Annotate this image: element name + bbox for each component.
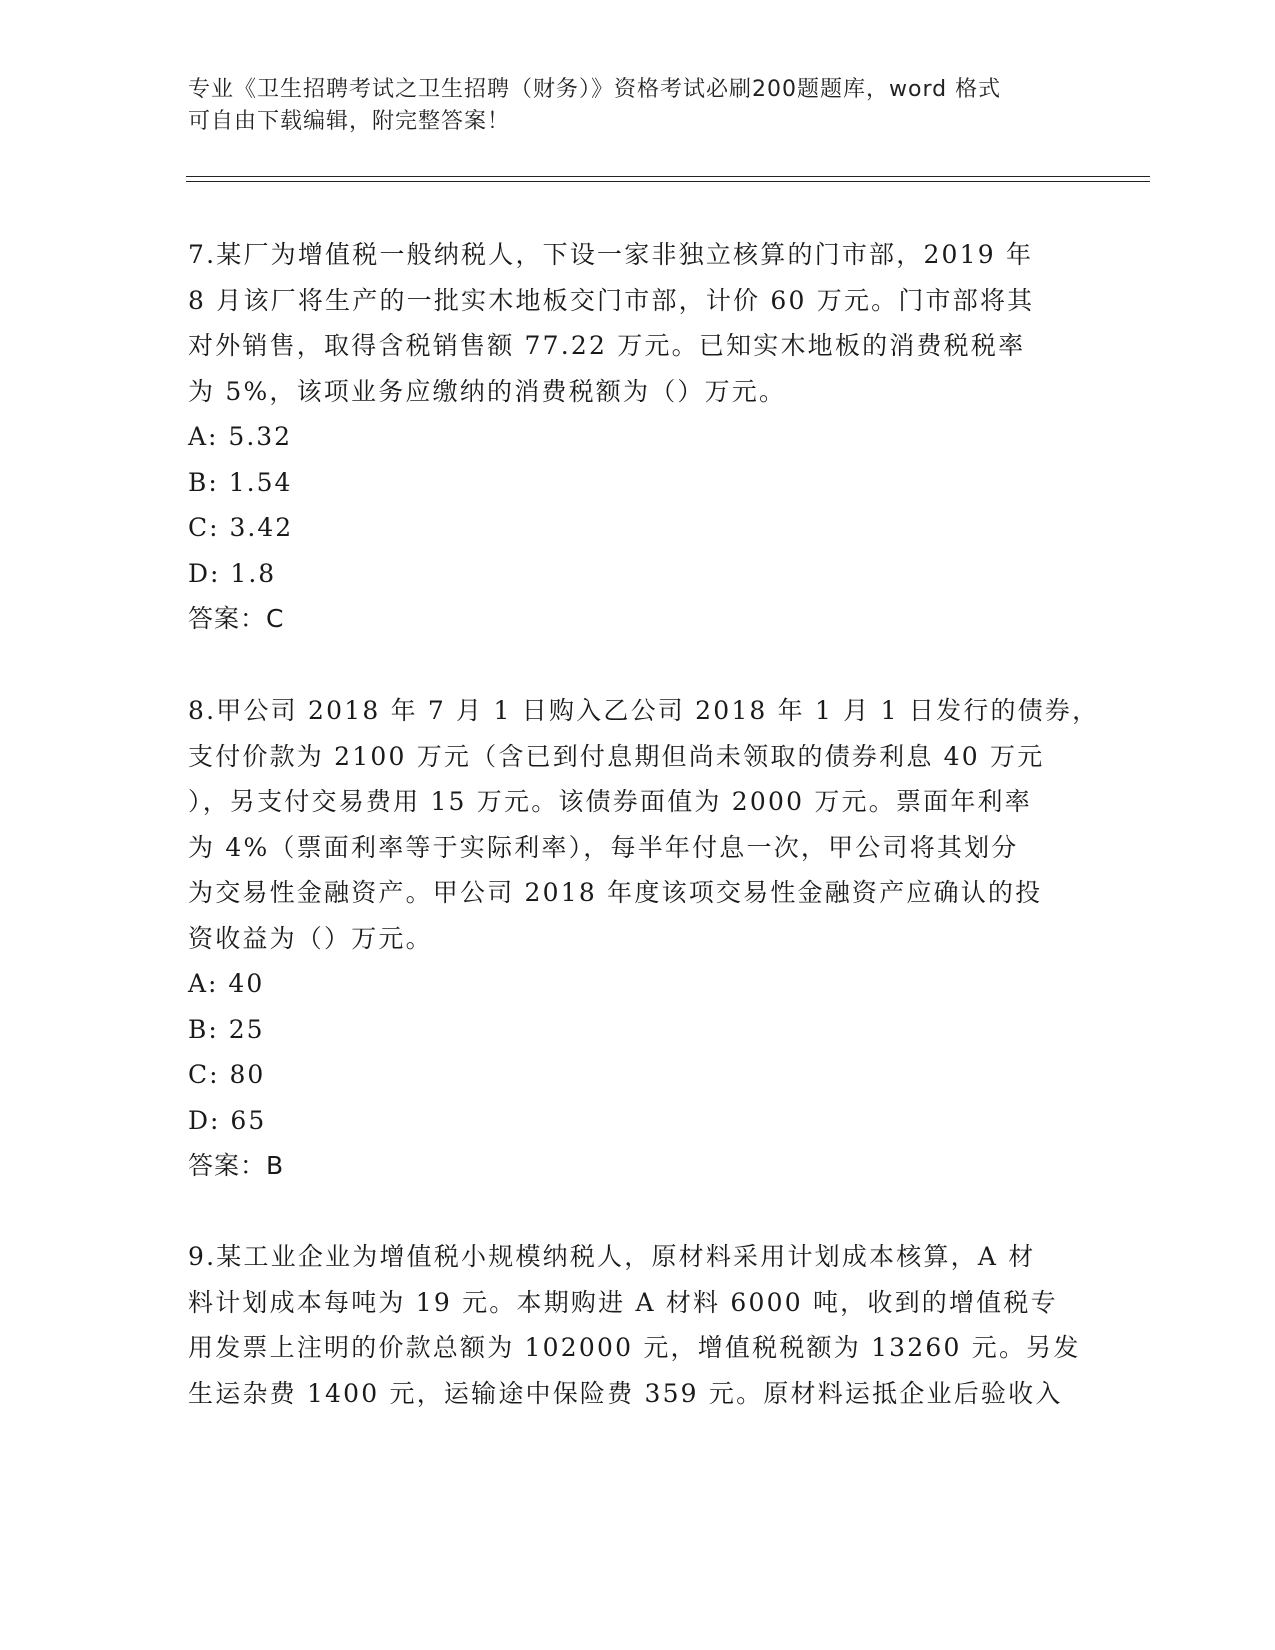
option-b: B: 1.54: [188, 467, 293, 497]
question-text-line: 生运杂费 1400 元，运输途中保险费 359 元。原材料运抵企业后验收入: [188, 1378, 1063, 1408]
question-text-line: 8 月该厂将生产的一批实木地板交门市部，计价 60 万元。门市部将其: [188, 285, 1035, 315]
option-b: B: 25: [188, 1014, 265, 1044]
header-line-1: 专业《卫生招聘考试之卫生招聘（财务）》资格考试必刷200题题库，word 格式: [188, 77, 1002, 102]
header-divider-top: [186, 176, 1150, 177]
question-text-line: 9.某工业企业为增值税小规模纳税人，原材料采用计划成本核算，A 材: [188, 1242, 1036, 1271]
option-c: C: 3.42: [188, 513, 294, 542]
question-8: [188, 688, 1100, 1189]
question-text-line: 8.甲公司 2018 年 7 月 1 日购入乙公司 2018 年 1 月 1 日发行的债券，: [188, 696, 1100, 725]
header-divider-bottom: [186, 181, 1150, 182]
question-text-line: 7.某厂为增值税一般纳税人，下设一家非独立核算的门市部，2019 年: [188, 240, 1034, 269]
question-text-line: 为 4%（票面利率等于实际利率），每半年付息一次，甲公司将其划分: [188, 832, 1019, 862]
question-text-line: 支付价款为 2100 万元（含已到付息期但尚未领取的债券利息 40 万元: [188, 741, 1045, 771]
question-text-line: 资收益为（）万元。: [188, 923, 433, 953]
option-c: C: 80: [188, 1060, 266, 1089]
option-a: A: 40: [188, 969, 265, 998]
question-text-line: 料计划成本每吨为 19 元。本期购进 A 材料 6000 吨，收到的增值税专: [188, 1287, 1058, 1317]
option-a: A: 5.32: [188, 422, 293, 451]
question-text-line: ），另支付交易费用 15 万元。该债券面值为 2000 万元。票面年利率: [188, 787, 1032, 816]
question-text-line: 对外销售，取得含税销售额 77.22 万元。已知实木地板的消费税税率: [188, 331, 1026, 360]
answer-label: 答案：B: [188, 1151, 285, 1180]
option-d: D: 65: [188, 1105, 267, 1135]
option-d: D: 1.8: [188, 558, 277, 588]
answer-label: 答案：C: [188, 604, 285, 633]
question-7: [188, 232, 1088, 642]
question-9: [188, 1234, 1088, 1416]
question-text-line: 为交易性金融资产。甲公司 2018 年度该项交易性金融资产应确认的投: [188, 878, 1043, 907]
document-header: [188, 74, 1088, 138]
question-text-line: 用发票上注明的价款总额为 102000 元，增值税税额为 13260 元。另发: [188, 1333, 1081, 1362]
question-text-line: 为 5%，该项业务应缴纳的消费税额为（）万元。: [188, 376, 787, 406]
header-line-2: 可自由下载编辑，附完整答案！: [188, 109, 511, 134]
